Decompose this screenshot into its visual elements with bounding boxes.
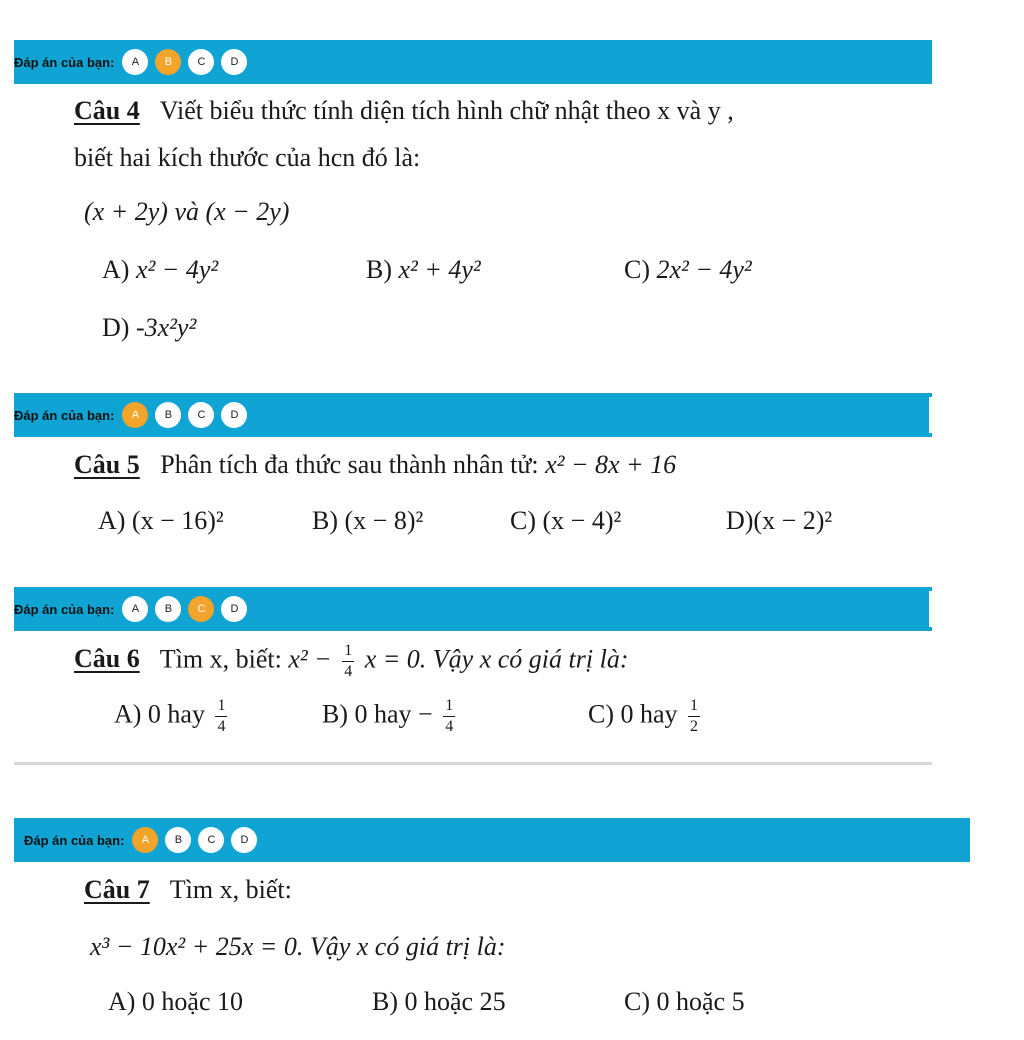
answer-label: Đáp án của bạn:	[14, 601, 115, 617]
question-7-text: Tìm x, biết:	[169, 875, 292, 904]
option-c-value: 2x² − 4y²	[656, 255, 752, 284]
answer-label: Đáp án của bạn:	[24, 832, 125, 848]
question-4-option-d	[102, 313, 196, 343]
answer-options	[122, 402, 247, 428]
option-b-button[interactable]: B	[155, 402, 181, 428]
question-7-option-a: A) 0 hoặc 10	[108, 987, 244, 1016]
option-c-fraction	[688, 698, 700, 735]
question-4-option-c	[624, 255, 752, 285]
option-d-label: D)	[102, 313, 130, 342]
answer-options	[132, 827, 257, 853]
question-4-option-a	[102, 255, 218, 285]
question-6-expression-start: x² −	[288, 644, 332, 674]
question-6-line	[74, 643, 628, 680]
fraction-numerator: 1	[215, 698, 227, 717]
question-6-fraction	[342, 643, 354, 680]
option-a-button[interactable]: A	[122, 596, 148, 622]
option-d-value: -3x²y²	[135, 313, 197, 342]
question-6-text: Tìm x, biết:	[159, 644, 282, 674]
option-d-button[interactable]: D	[221, 402, 247, 428]
question-5-option-c: C) (x − 4)²	[510, 506, 622, 535]
option-a-button[interactable]: A	[122, 402, 148, 428]
bar-end-marker	[929, 397, 932, 433]
answer-bar	[14, 40, 932, 84]
option-b-button[interactable]: B	[155, 596, 181, 622]
option-b-value: x² + 4y²	[398, 255, 481, 284]
fraction-denominator: 2	[690, 718, 699, 735]
option-b-text: B) 0 hay −	[322, 699, 433, 729]
fraction-numerator: 1	[443, 698, 455, 717]
question-5-option-b: B) (x − 8)²	[312, 506, 424, 535]
question-4-heading: Câu 4	[74, 96, 140, 125]
option-a-button[interactable]: A	[132, 827, 158, 853]
question-7-option-c: C) 0 hoặc 5	[624, 987, 745, 1016]
option-b-label: B)	[366, 255, 392, 284]
option-a-fraction	[215, 698, 227, 735]
bar-end-marker	[929, 591, 932, 627]
question-7-expression: x³ − 10x² + 25x = 0. Vậy x có giá trị là:	[90, 932, 506, 961]
option-d-button[interactable]: D	[231, 827, 257, 853]
question-4-expression: (x + 2y) và (x − 2y)	[84, 197, 290, 226]
question-5-option-d: D)(x − 2)²	[726, 506, 833, 535]
question-4-line-2: biết hai kích thước của hcn đó là:	[74, 143, 421, 172]
answer-label: Đáp án của bạn:	[14, 54, 115, 70]
option-c-button[interactable]: C	[188, 49, 214, 75]
question-7-line	[84, 875, 292, 905]
fraction-numerator: 1	[688, 698, 700, 717]
answer-options	[122, 596, 247, 622]
option-c-button[interactable]: C	[198, 827, 224, 853]
option-d-button[interactable]: D	[221, 596, 247, 622]
option-a-value: x² − 4y²	[135, 255, 219, 284]
question-7-heading: Câu 7	[84, 875, 150, 904]
option-c-button[interactable]: C	[188, 596, 214, 622]
question-5-option-a: A) (x − 16)²	[98, 506, 224, 535]
question-4-text: Viết biểu thức tính diện tích hình chữ nhật theo x và y ,	[159, 96, 734, 125]
option-b-fraction	[443, 698, 455, 735]
question-6-option-c	[588, 698, 704, 735]
question-5-heading: Câu 5	[74, 450, 140, 479]
option-c-label: C)	[624, 255, 650, 284]
option-c-button[interactable]: C	[188, 402, 214, 428]
answer-label: Đáp án của bạn:	[14, 407, 115, 423]
question-5-expression: x² − 8x + 16	[545, 450, 677, 479]
question-6-option-a	[114, 698, 231, 735]
question-5-line	[74, 450, 676, 480]
option-c-text: C) 0 hay	[588, 699, 678, 729]
question-7-option-b: B) 0 hoặc 25	[372, 987, 506, 1016]
answer-options	[122, 49, 247, 75]
question-6-heading: Câu 6	[74, 644, 140, 674]
answer-bar	[14, 587, 932, 631]
answer-bar	[14, 818, 970, 862]
question-4-line-1	[74, 96, 734, 126]
section-divider	[14, 762, 932, 765]
question-6-option-b	[322, 698, 459, 735]
question-4-option-b	[366, 255, 481, 285]
fraction-denominator: 4	[445, 718, 454, 735]
option-a-button[interactable]: A	[122, 49, 148, 75]
fraction-denominator: 4	[344, 663, 353, 680]
answer-bar	[14, 393, 932, 437]
fraction-denominator: 4	[217, 718, 226, 735]
option-b-button[interactable]: B	[155, 49, 181, 75]
option-b-button[interactable]: B	[165, 827, 191, 853]
question-6-expression-end: x = 0. Vậy x có giá trị là:	[364, 644, 629, 674]
question-5-text: Phân tích đa thức sau thành nhân tử:	[160, 450, 539, 479]
option-d-button[interactable]: D	[221, 49, 247, 75]
option-a-label: A)	[102, 255, 130, 284]
fraction-numerator: 1	[342, 643, 354, 662]
option-a-text: A) 0 hay	[114, 699, 205, 729]
